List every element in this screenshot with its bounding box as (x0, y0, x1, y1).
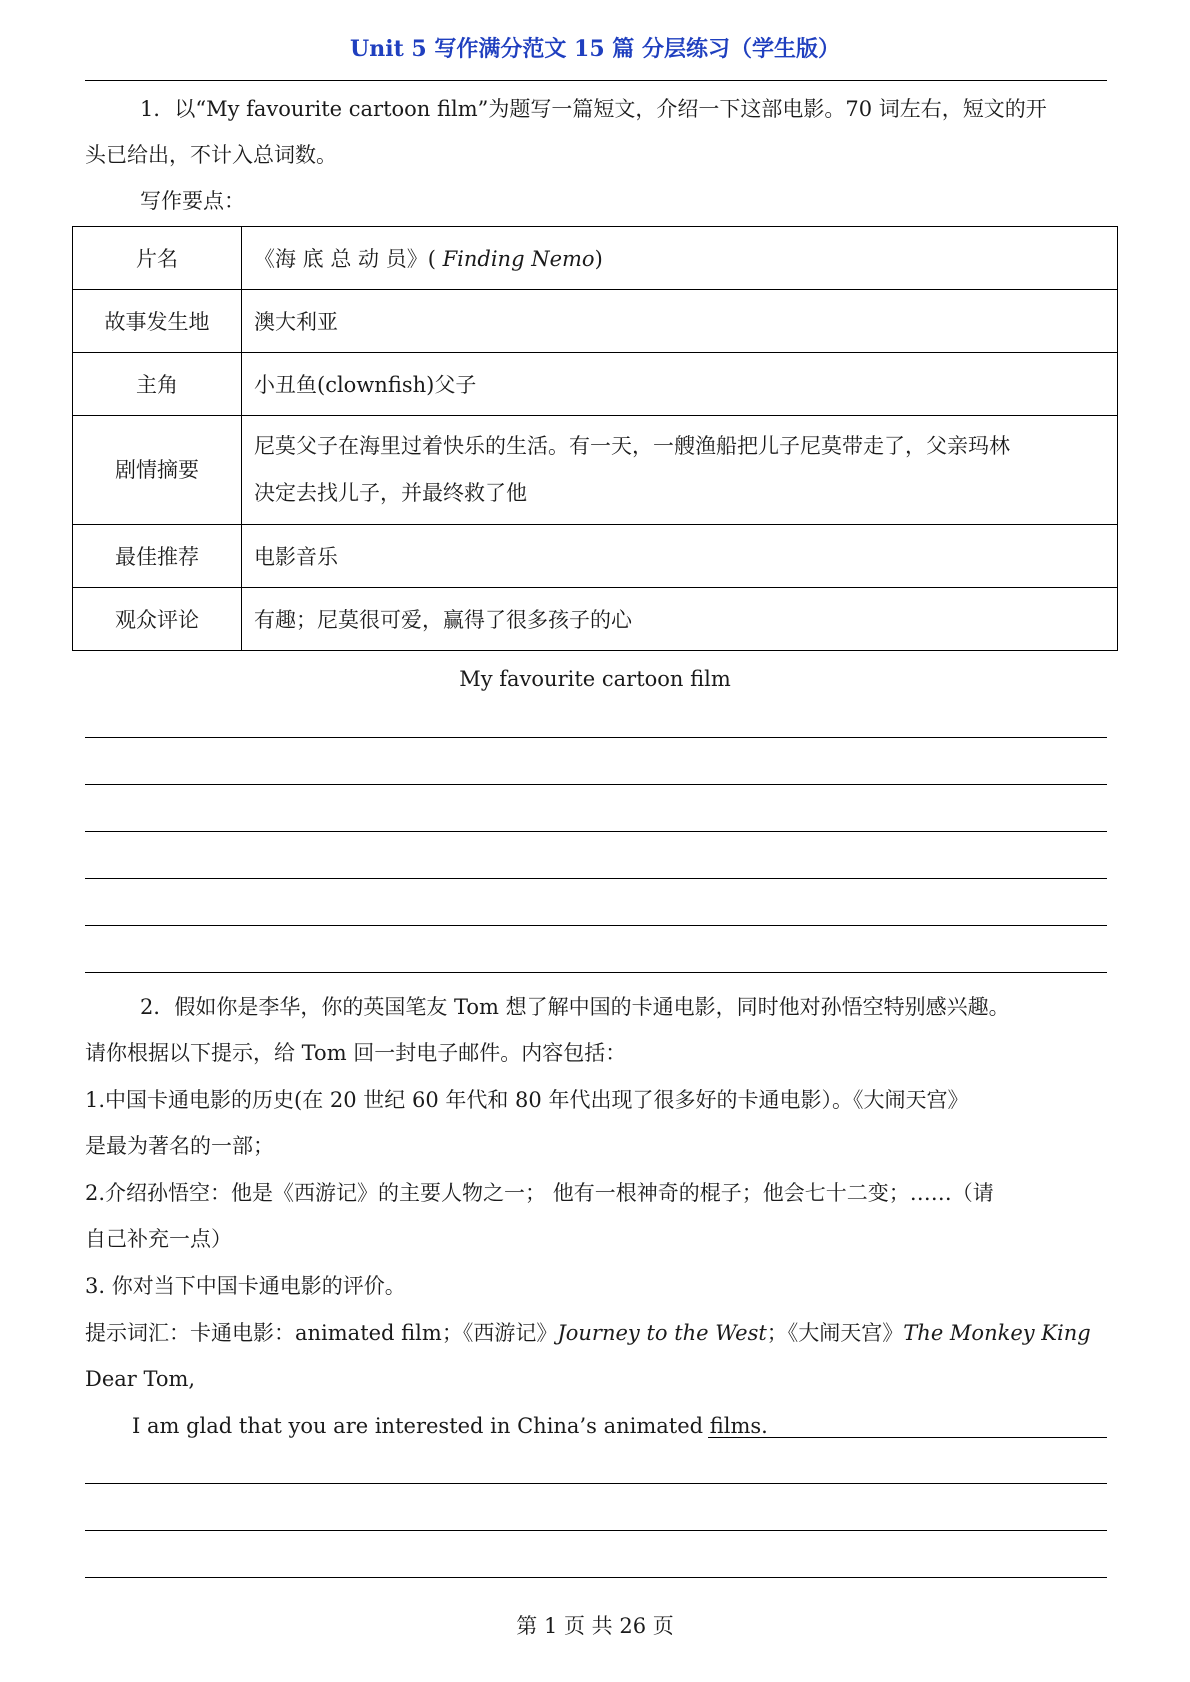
table-value: 小丑鱼(clownfish)父子 (242, 353, 1118, 416)
table-key: 故事发生地 (73, 290, 242, 353)
q2-hint-vocab: 提示词汇：卡通电影：animated film；《西游记》Journey to the West；《大闹天宫》The Monkey King (85, 1321, 1091, 1345)
table-value: 电影音乐 (242, 525, 1118, 588)
answer-line[interactable] (85, 784, 1107, 785)
letter-salutation: Dear Tom, (85, 1367, 196, 1391)
answer-line[interactable] (85, 1483, 1107, 1484)
table-key: 观众评论 (73, 588, 242, 651)
answer-line[interactable] (85, 1530, 1107, 1531)
writing-points-table (72, 226, 1118, 651)
answer-line[interactable] (85, 831, 1107, 832)
answer-line[interactable] (85, 925, 1107, 926)
answer-line[interactable] (708, 1437, 1107, 1438)
answer-line[interactable] (85, 1577, 1107, 1578)
table-key: 剧情摘要 (73, 416, 242, 525)
answer-line[interactable] (85, 737, 1107, 738)
q2-item1-line2: 是最为著名的一部； (85, 1134, 274, 1158)
table-row (73, 227, 1118, 290)
table-row (73, 588, 1118, 651)
table-row (73, 353, 1118, 416)
table-key: 最佳推荐 (73, 525, 242, 588)
letter-opening: I am glad that you are interested in China’s animated films. (132, 1414, 768, 1438)
q2-prompt-line1: 2．假如你是李华，你的英国笔友 Tom 想了解中国的卡通电影，同时他对孙悟空特别感兴趣。 (140, 995, 1010, 1019)
table-key: 片名 (73, 227, 242, 290)
table-key: 主角 (73, 353, 242, 416)
table-value: 有趣；尼莫很可爱，赢得了很多孩子的心 (242, 588, 1118, 651)
header-divider (85, 80, 1107, 81)
q2-item2-line2: 自己补充一点） (85, 1227, 232, 1251)
q2-prompt-line2: 请你根据以下提示，给 Tom 回一封电子邮件。内容包括： (85, 1041, 627, 1065)
q1-points-label: 写作要点： (140, 189, 245, 213)
table-value: 《海 底 总 动 员》( Finding Nemo) (242, 227, 1118, 290)
page-title: Unit 5 写作满分范文 15 篇 分层练习（学生版） (350, 36, 840, 62)
table-row (73, 525, 1118, 588)
q1-prompt-line1: 1．以“My favourite cartoon film”为题写一篇短文，介绍一下这部电影。70 词左右，短文的开 (140, 97, 1047, 121)
answer-line[interactable] (85, 878, 1107, 879)
page-number: 第 1 页 共 26 页 (516, 1614, 674, 1638)
q2-item2-line1: 2.介绍孙悟空：他是《西游记》的主要人物之一； 他有一根神奇的棍子；他会七十二变；……（请 (85, 1181, 994, 1205)
answer-line[interactable] (85, 972, 1107, 973)
table-row (73, 416, 1118, 525)
table-row (73, 290, 1118, 353)
table-value: 澳大利亚 (242, 290, 1118, 353)
table-value: 尼莫父子在海里过着快乐的生活。有一天，一艘渔船把儿子尼莫带走了，父亲玛林 决定去找儿子，并最终救了他 (242, 416, 1118, 525)
essay-title: My favourite cartoon film (459, 667, 731, 691)
q1-prompt-line2: 头已给出，不计入总词数。 (85, 143, 337, 167)
q2-item3: 3. 你对当下中国卡通电影的评价。 (85, 1274, 406, 1298)
q2-item1-line1: 1.中国卡通电影的历史(在 20 世纪 60 年代和 80 年代出现了很多好的卡通电影）。《大闹天宫》 (85, 1088, 969, 1112)
